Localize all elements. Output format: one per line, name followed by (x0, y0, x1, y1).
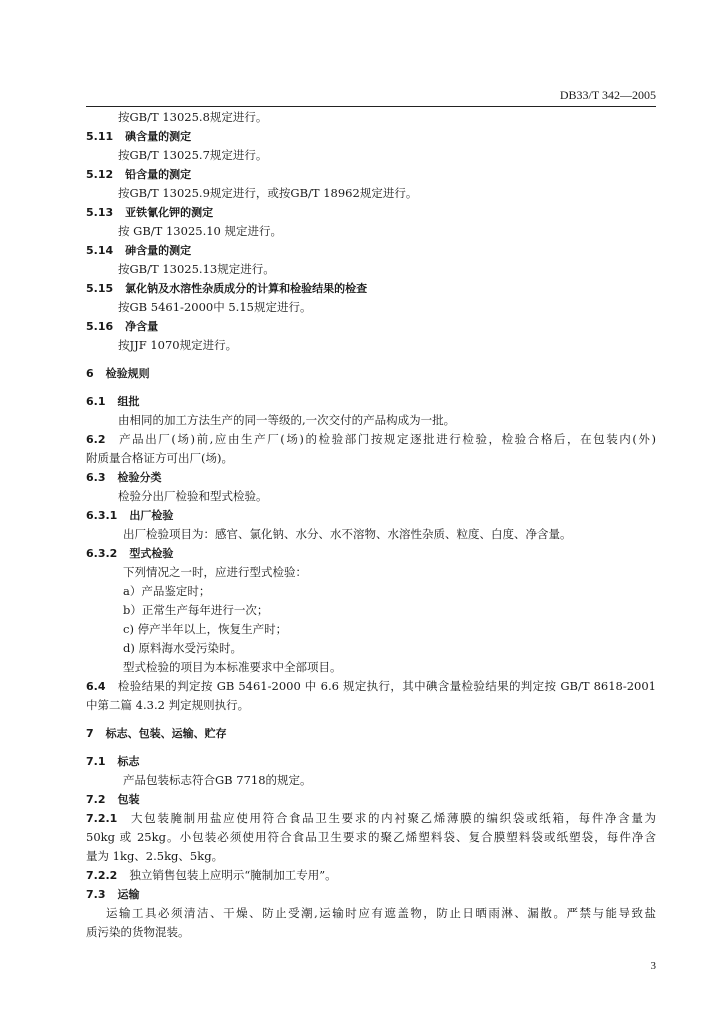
list-item: b）正常生产每年进行一次； (123, 603, 269, 617)
paragraph: 按GB/T 13025.7规定进行。 (118, 148, 268, 162)
section-heading-6-3 (86, 468, 656, 487)
section-number: 6.2 (86, 433, 106, 446)
page-body (86, 108, 656, 942)
paragraph: 按GB/T 13025.9规定进行，或按GB/T 18962规定进行。 (118, 186, 418, 200)
section-heading-7-3 (86, 885, 656, 904)
paragraph: 由相同的加工方法生产的同一等级的,一次交付的产品构成为一批。 (118, 413, 456, 427)
page-number: 3 (650, 960, 656, 972)
section-number: 6.3 (86, 471, 106, 484)
section-title: 组批 (117, 395, 140, 408)
section-7-2-2 (86, 866, 656, 885)
section-number: 5.11 (86, 130, 114, 143)
section-number: 7.2 (86, 793, 106, 806)
section-title: 型式检验 (129, 547, 174, 560)
section-text: 产品出厂(场)前,应由生产厂(场)的检验部门按规定逐批进行检验，检验合格后，在包装内(外) (117, 432, 656, 446)
paragraph: 量为 1kg、2.5kg、5kg。 (86, 849, 224, 863)
list-item: c) 停产半年以上，恢复生产时； (123, 622, 288, 636)
section-6-2 (86, 430, 656, 449)
section-title: 包装 (117, 793, 140, 806)
section-title: 标志 (117, 755, 140, 768)
section-heading-5-15 (86, 279, 656, 298)
list-item: a）产品鉴定时； (123, 584, 211, 598)
section-text: 检验结果的判定按 GB 5461-2000 中 6.6 规定执行，其中碘含量检验结果的判定按 GB/T 8618-2001 (117, 679, 656, 693)
section-heading-6-3-2 (86, 544, 656, 563)
section-number: 7.2.1 (86, 812, 118, 825)
section-title: 碘含量的测定 (125, 130, 192, 143)
section-heading-6-3-1 (86, 506, 656, 525)
paragraph: 按GB/T 13025.8规定进行。 (118, 110, 268, 124)
section-number: 7 (86, 727, 94, 740)
section-number: 7.2.2 (86, 869, 118, 882)
section-title: 亚铁氰化钾的测定 (125, 206, 214, 219)
section-text: 独立销售包装上应明示“腌制加工专用”。 (129, 868, 337, 882)
section-number: 6 (86, 367, 94, 380)
document-code: DB33/T 342—2005 (559, 88, 656, 102)
section-heading-7-1 (86, 752, 656, 771)
section-number: 6.1 (86, 395, 106, 408)
section-title: 净含量 (125, 320, 159, 333)
paragraph: 运输工具必须清洁、干燥、防止受潮,运输时应有遮盖物，防止日晒雨淋、漏散。严禁与能导致盐 (106, 906, 656, 920)
section-number: 7.1 (86, 755, 106, 768)
section-number: 5.14 (86, 244, 114, 257)
paragraph: 附质量合格证方可出厂(场)。 (86, 451, 233, 465)
section-title: 铅含量的测定 (125, 168, 192, 181)
section-text: 大包装腌制用盐应使用符合食品卫生要求的内衬聚乙烯薄膜的编织袋或纸箱，每件净含量为 (129, 811, 656, 825)
header-rule (86, 106, 656, 107)
section-title: 出厂检验 (129, 509, 174, 522)
paragraph: 按 GB/T 13025.10 规定进行。 (118, 224, 283, 238)
section-title: 砷含量的测定 (125, 244, 192, 257)
section-number: 5.12 (86, 168, 114, 181)
section-number: 5.16 (86, 320, 114, 333)
section-heading-7-2 (86, 790, 656, 809)
section-heading-5-14 (86, 241, 656, 260)
section-title: 氯化钠及水溶性杂质成分的计算和检验结果的检查 (125, 282, 368, 295)
section-number: 6.3.1 (86, 509, 118, 522)
section-heading-5-12 (86, 165, 656, 184)
paragraph: 下列情况之一时，应进行型式检验： (123, 565, 307, 579)
list-item: d) 原料海水受污染时。 (123, 641, 243, 655)
paragraph: 型式检验的项目为本标准要求中全部项目。 (123, 660, 342, 674)
paragraph: 出厂检验项目为：感官、氯化钠、水分、水不溶物、水溶性杂质、粒度、白度、净含量。 (123, 527, 572, 541)
section-heading-5-11 (86, 127, 656, 146)
section-number: 7.3 (86, 888, 106, 901)
paragraph: 按GB 5461-2000中 5.15规定进行。 (118, 300, 312, 314)
section-number: 6.3.2 (86, 547, 118, 560)
paragraph: 按JJF 1070规定进行。 (118, 338, 238, 352)
paragraph: 产品包装标志符合GB 7718的规定。 (123, 773, 312, 787)
section-title: 检验规则 (105, 367, 150, 380)
section-title: 标志、包装、运输、贮存 (105, 727, 227, 740)
paragraph: 中第二篇 4.3.2 判定规则执行。 (86, 698, 250, 712)
section-7-2-1 (86, 809, 656, 828)
paragraph: 50kg 或 25kg。小包装必须使用符合食品卫生要求的聚乙烯塑料袋、复合膜塑料袋或纸塑袋，每件净含 (86, 830, 656, 844)
section-number: 5.15 (86, 282, 114, 295)
section-title: 检验分类 (117, 471, 162, 484)
paragraph: 按GB/T 13025.13规定进行。 (118, 262, 275, 276)
chapter-heading-7 (86, 724, 656, 743)
paragraph: 质污染的货物混装。 (86, 925, 190, 939)
section-heading-6-1 (86, 392, 656, 411)
paragraph: 检验分出厂检验和型式检验。 (118, 489, 268, 503)
section-heading-5-13 (86, 203, 656, 222)
section-number: 5.13 (86, 206, 114, 219)
section-heading-5-16 (86, 317, 656, 336)
chapter-heading-6 (86, 364, 656, 383)
section-title: 运输 (117, 888, 140, 901)
section-number: 6.4 (86, 680, 106, 693)
section-6-4 (86, 677, 656, 696)
